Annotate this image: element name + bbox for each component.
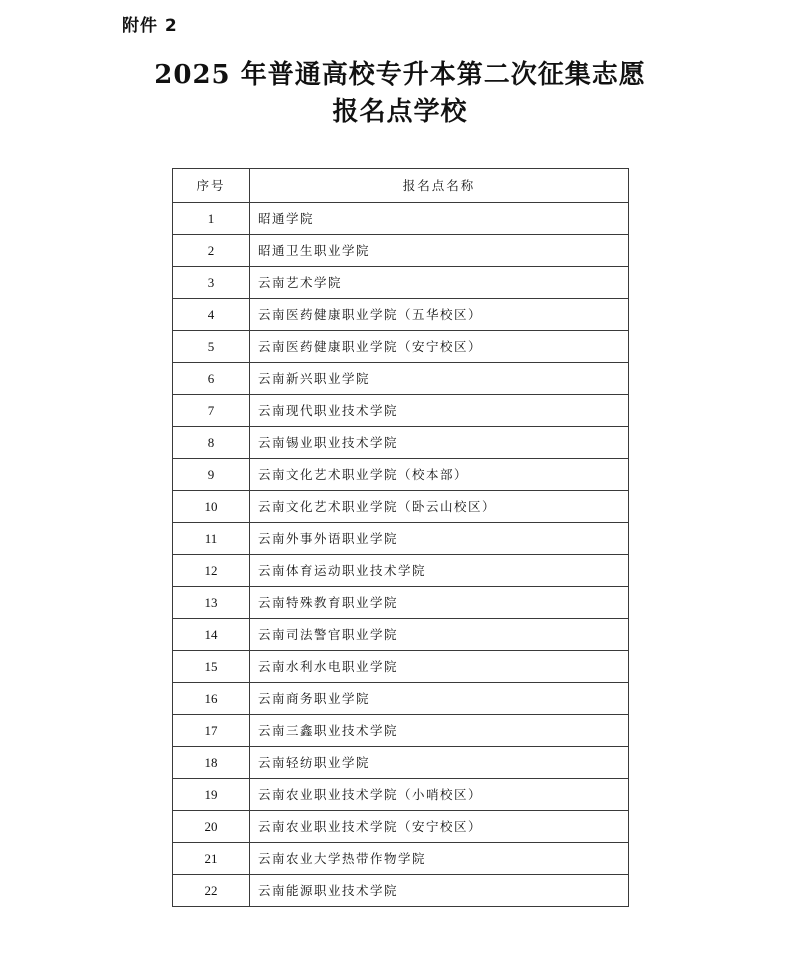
table-row (173, 619, 629, 651)
table-row (173, 651, 629, 683)
row-number: 7 (173, 395, 250, 427)
table-row (173, 587, 629, 619)
row-number: 16 (173, 683, 250, 715)
row-number: 3 (173, 267, 250, 299)
document-title: 2025 年普通高校专升本第二次征集志愿 (154, 60, 646, 90)
table-row (173, 363, 629, 395)
table-row (173, 395, 629, 427)
row-number: 22 (173, 875, 250, 907)
site-name: 昭通学院 (250, 203, 629, 235)
table-row (173, 555, 629, 587)
table-row (173, 779, 629, 811)
site-name: 云南艺术学院 (250, 267, 629, 299)
column-header-name: 报名点名称 (250, 169, 629, 203)
table-row (173, 331, 629, 363)
row-number: 5 (173, 331, 250, 363)
table-row (173, 523, 629, 555)
table-row (173, 683, 629, 715)
site-name: 云南文化艺术职业学院（卧云山校区） (250, 491, 629, 523)
column-header-no: 序号 (173, 169, 250, 203)
table-row (173, 427, 629, 459)
table-row (173, 491, 629, 523)
table-row (173, 267, 629, 299)
site-name: 云南医药健康职业学院（五华校区） (250, 299, 629, 331)
site-name: 云南医药健康职业学院（安宁校区） (250, 331, 629, 363)
row-number: 10 (173, 491, 250, 523)
site-name: 云南外事外语职业学院 (250, 523, 629, 555)
row-number: 15 (173, 651, 250, 683)
site-name: 云南农业职业技术学院（安宁校区） (250, 811, 629, 843)
table-row (173, 299, 629, 331)
row-number: 4 (173, 299, 250, 331)
site-name: 云南锡业职业技术学院 (250, 427, 629, 459)
table-header-row (173, 169, 629, 203)
site-name: 云南商务职业学院 (250, 683, 629, 715)
site-name: 云南特殊教育职业学院 (250, 587, 629, 619)
site-name: 云南现代职业技术学院 (250, 395, 629, 427)
table-row (173, 715, 629, 747)
table-row (173, 811, 629, 843)
row-number: 12 (173, 555, 250, 587)
site-name: 云南农业职业技术学院（小哨校区） (250, 779, 629, 811)
site-name: 云南文化艺术职业学院（校本部） (250, 459, 629, 491)
site-name: 云南司法警官职业学院 (250, 619, 629, 651)
row-number: 11 (173, 523, 250, 555)
table-row (173, 843, 629, 875)
row-number: 14 (173, 619, 250, 651)
table-row (173, 747, 629, 779)
row-number: 8 (173, 427, 250, 459)
table-row (173, 875, 629, 907)
row-number: 18 (173, 747, 250, 779)
attachment-label: 附件 2 (122, 16, 178, 36)
table-row (173, 203, 629, 235)
site-name: 云南三鑫职业技术学院 (250, 715, 629, 747)
row-number: 19 (173, 779, 250, 811)
site-name: 云南新兴职业学院 (250, 363, 629, 395)
row-number: 21 (173, 843, 250, 875)
row-number: 2 (173, 235, 250, 267)
row-number: 20 (173, 811, 250, 843)
row-number: 17 (173, 715, 250, 747)
row-number: 9 (173, 459, 250, 491)
row-number: 1 (173, 203, 250, 235)
site-name: 云南能源职业技术学院 (250, 875, 629, 907)
registration-sites-table (172, 168, 629, 907)
site-name: 云南水利水电职业学院 (250, 651, 629, 683)
row-number: 6 (173, 363, 250, 395)
site-name: 云南农业大学热带作物学院 (250, 843, 629, 875)
site-name: 云南体育运动职业技术学院 (250, 555, 629, 587)
table-row (173, 459, 629, 491)
row-number: 13 (173, 587, 250, 619)
table-row (173, 235, 629, 267)
site-name: 云南轻纺职业学院 (250, 747, 629, 779)
site-name: 昭通卫生职业学院 (250, 235, 629, 267)
document-subtitle: 报名点学校 (332, 97, 468, 127)
